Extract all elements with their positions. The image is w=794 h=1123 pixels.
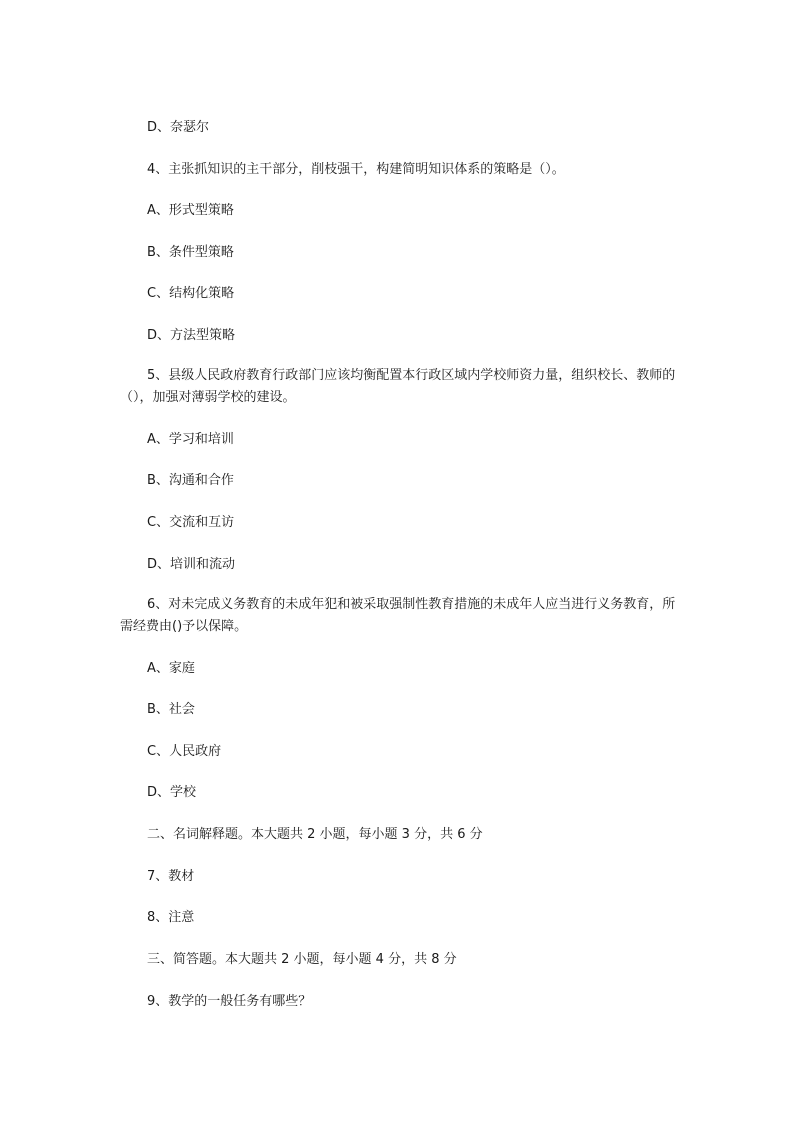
question-5: 5、县级人民政府教育行政部门应该均衡配置本行政区域内学校师资力量，组织校长、教师的（），加强对薄弱学校的建设。: [120, 368, 676, 405]
option-c-q4: C、结构化策略: [147, 286, 235, 301]
option-b-q4: B、条件型策略: [147, 245, 234, 260]
question-9: 9、教学的一般任务有哪些？: [147, 994, 312, 1009]
option-d-q5: D、培训和流动: [147, 557, 236, 572]
option-d-q6: D、学校: [147, 785, 197, 800]
question-4: 4、主张抓知识的主干部分，削枝强干，构建简明知识体系的策略是（）。: [147, 162, 565, 177]
section-heading-short-answer: 三、简答题。本大题共 2 小题，每小题 4 分，共 8 分: [147, 952, 457, 967]
option-b-q5: B、沟通和合作: [147, 473, 234, 488]
option-c-q5: C、交流和互访: [147, 515, 235, 530]
question-8: 8、注意: [147, 910, 195, 925]
option-b-q6: B、社会: [147, 702, 195, 717]
option-a-q6: A、家庭: [147, 661, 195, 676]
question-6: 6、对未完成义务教育的未成年犯和被采取强制性教育措施的未成年人应当进行义务教育，所需经费由()予以保障。: [120, 597, 676, 634]
section-heading-terms: 二、名词解释题。本大题共 2 小题，每小题 3 分，共 6 分: [147, 827, 483, 842]
option-a-q4: A、形式型策略: [147, 203, 234, 218]
option-c-q6: C、人民政府: [147, 744, 222, 759]
option-d-q3: D、奈瑟尔: [147, 120, 210, 135]
question-7: 7、教材: [147, 869, 195, 884]
option-a-q5: A、学习和培训: [147, 432, 234, 447]
option-d-q4: D、方法型策略: [147, 328, 236, 343]
